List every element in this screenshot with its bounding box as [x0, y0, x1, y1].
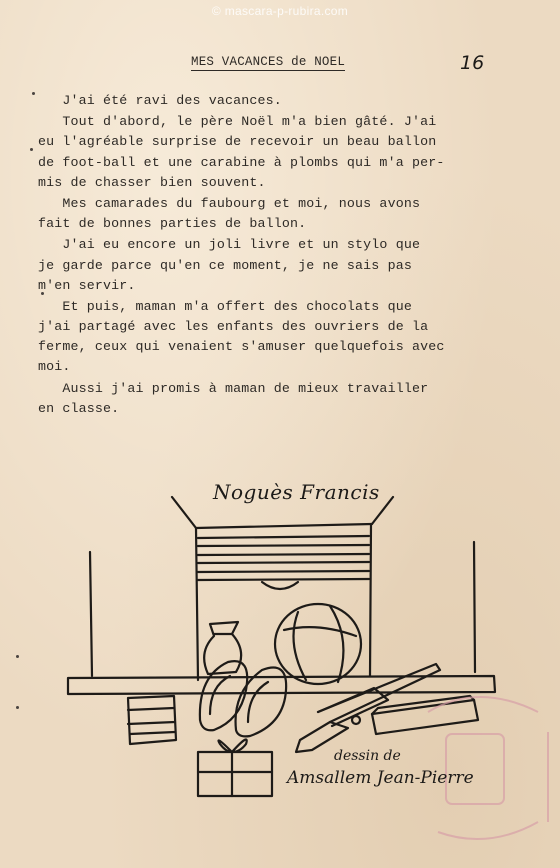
chimney-right-side	[370, 524, 371, 676]
text-line: J'ai été ravi des vacances.	[38, 93, 282, 108]
text-line: eu l'agréable surprise de recevoir un beau ballon	[38, 134, 437, 150]
text-line: de foot-ball et une carabine à plombs qui m'a per-	[38, 154, 445, 170]
text-line: Mes camarades du faubourg et moi, nous avons	[38, 195, 421, 211]
wall-right	[474, 542, 475, 672]
text-line: moi.	[38, 359, 71, 375]
ball	[275, 604, 361, 684]
gift-box	[198, 752, 272, 796]
signature: Noguès Francis	[213, 480, 380, 504]
text-line: ferme, ceux qui venaient s'amuser quelquefois avec	[38, 339, 445, 355]
text-line: Et puis, maman m'a offert des chocolats que	[38, 298, 412, 314]
text-line: mis de chasser bien souvent.	[38, 174, 266, 190]
chimney-left-side	[196, 528, 198, 680]
text-line: fait de bonnes parties de ballon.	[38, 216, 307, 232]
shutter-line	[198, 579, 369, 580]
text-line: J'ai eu encore un joli livre et un stylo que	[38, 237, 421, 253]
mantle-top-line	[196, 524, 372, 528]
page-number: 16	[460, 52, 485, 74]
mantle-left-slope	[172, 497, 196, 528]
text-line: j'ai partagé avec les enfants des ouvriers de la	[38, 319, 429, 335]
ball-seam	[284, 627, 356, 636]
stamp	[398, 672, 558, 852]
page-title: MES VACANCES de NOEL	[191, 55, 346, 69]
candy-bag	[204, 622, 241, 674]
text-line: Tout d'abord, le père Noël m'a bien gâté. J'ai	[38, 114, 437, 130]
shutter-line	[198, 562, 369, 563]
rifle-trigger	[352, 716, 360, 724]
shutter-line	[198, 536, 369, 538]
ball-seam	[294, 612, 307, 680]
slipper-left-inner	[210, 676, 230, 714]
ball-seam	[330, 606, 343, 682]
text-line: m'en servir.	[38, 277, 136, 293]
text-line: je garde parce qu'en ce moment, je ne sais pas	[38, 257, 412, 273]
watermark: © mascara-p-rubira.com	[211, 4, 349, 18]
small-box-line	[130, 732, 175, 734]
small-box-line	[128, 722, 175, 724]
text-line: Aussi j'ai promis à maman de mieux travailler	[38, 380, 429, 396]
wall-left	[90, 552, 92, 676]
shutter-handle	[262, 582, 298, 589]
text-line: en classe.	[38, 400, 120, 416]
shutter-line	[198, 545, 369, 546]
gift-bow	[219, 740, 247, 753]
drawing-credit-label: dessin de	[334, 748, 401, 764]
slipper-right-inner	[248, 682, 268, 722]
drawing-credit-name: Amsallem Jean-Pierre	[287, 768, 474, 788]
small-box-line	[128, 708, 174, 710]
shutter-line	[198, 571, 369, 572]
shutter-line	[198, 554, 369, 555]
small-box	[128, 696, 176, 744]
